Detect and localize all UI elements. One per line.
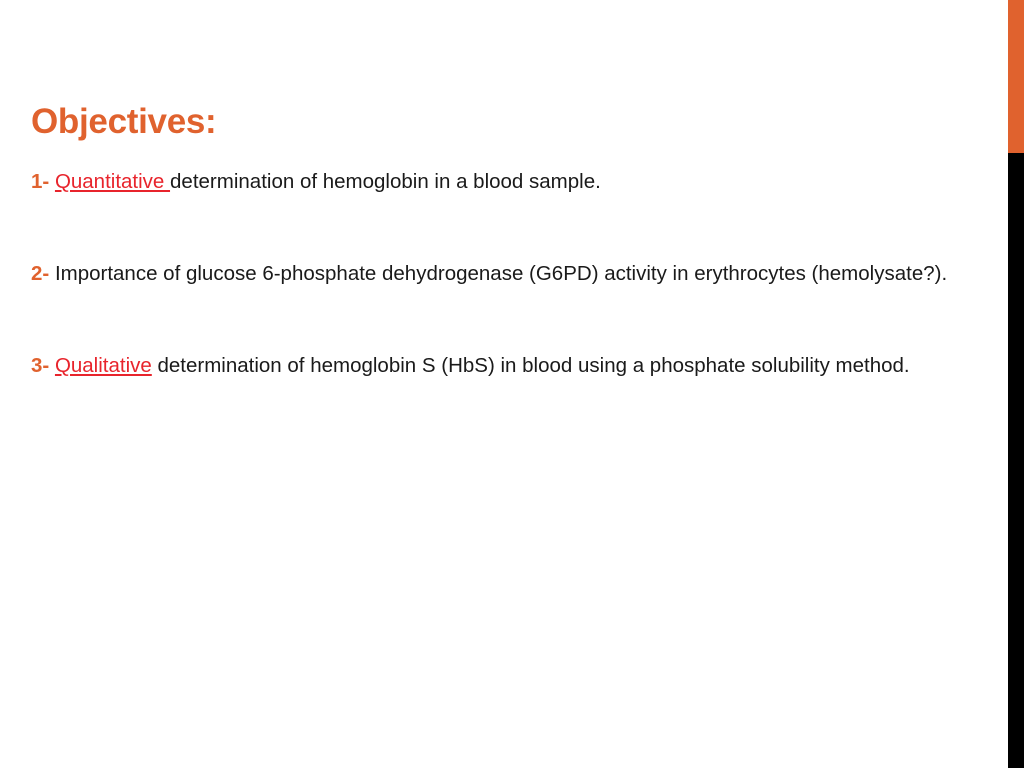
objective-text: determination of hemoglobin in a blood sample. bbox=[170, 170, 601, 193]
side-accent-block bbox=[1008, 0, 1024, 153]
side-dark-block bbox=[1008, 153, 1024, 768]
objectives-list bbox=[31, 159, 991, 435]
objective-text: Importance of glucose 6-phosphate dehydrogenase (G6PD) activity in erythrocytes (hemolysate?). bbox=[54, 262, 948, 285]
side-decoration-bar bbox=[1008, 0, 1024, 768]
objective-item-1 bbox=[31, 159, 991, 205]
objective-number: 2- bbox=[31, 262, 50, 285]
objective-highlight: Quantitative bbox=[54, 170, 171, 193]
slide-title: Objectives: bbox=[31, 102, 217, 141]
objective-number: 3- bbox=[31, 354, 50, 377]
objective-highlight: Qualitative bbox=[54, 354, 152, 377]
objective-item-3 bbox=[31, 343, 991, 389]
objective-text: determination of hemoglobin S (HbS) in blood using a phosphate solubility method. bbox=[157, 354, 910, 377]
objective-number: 1- bbox=[31, 170, 50, 193]
objective-item-2 bbox=[31, 251, 991, 297]
